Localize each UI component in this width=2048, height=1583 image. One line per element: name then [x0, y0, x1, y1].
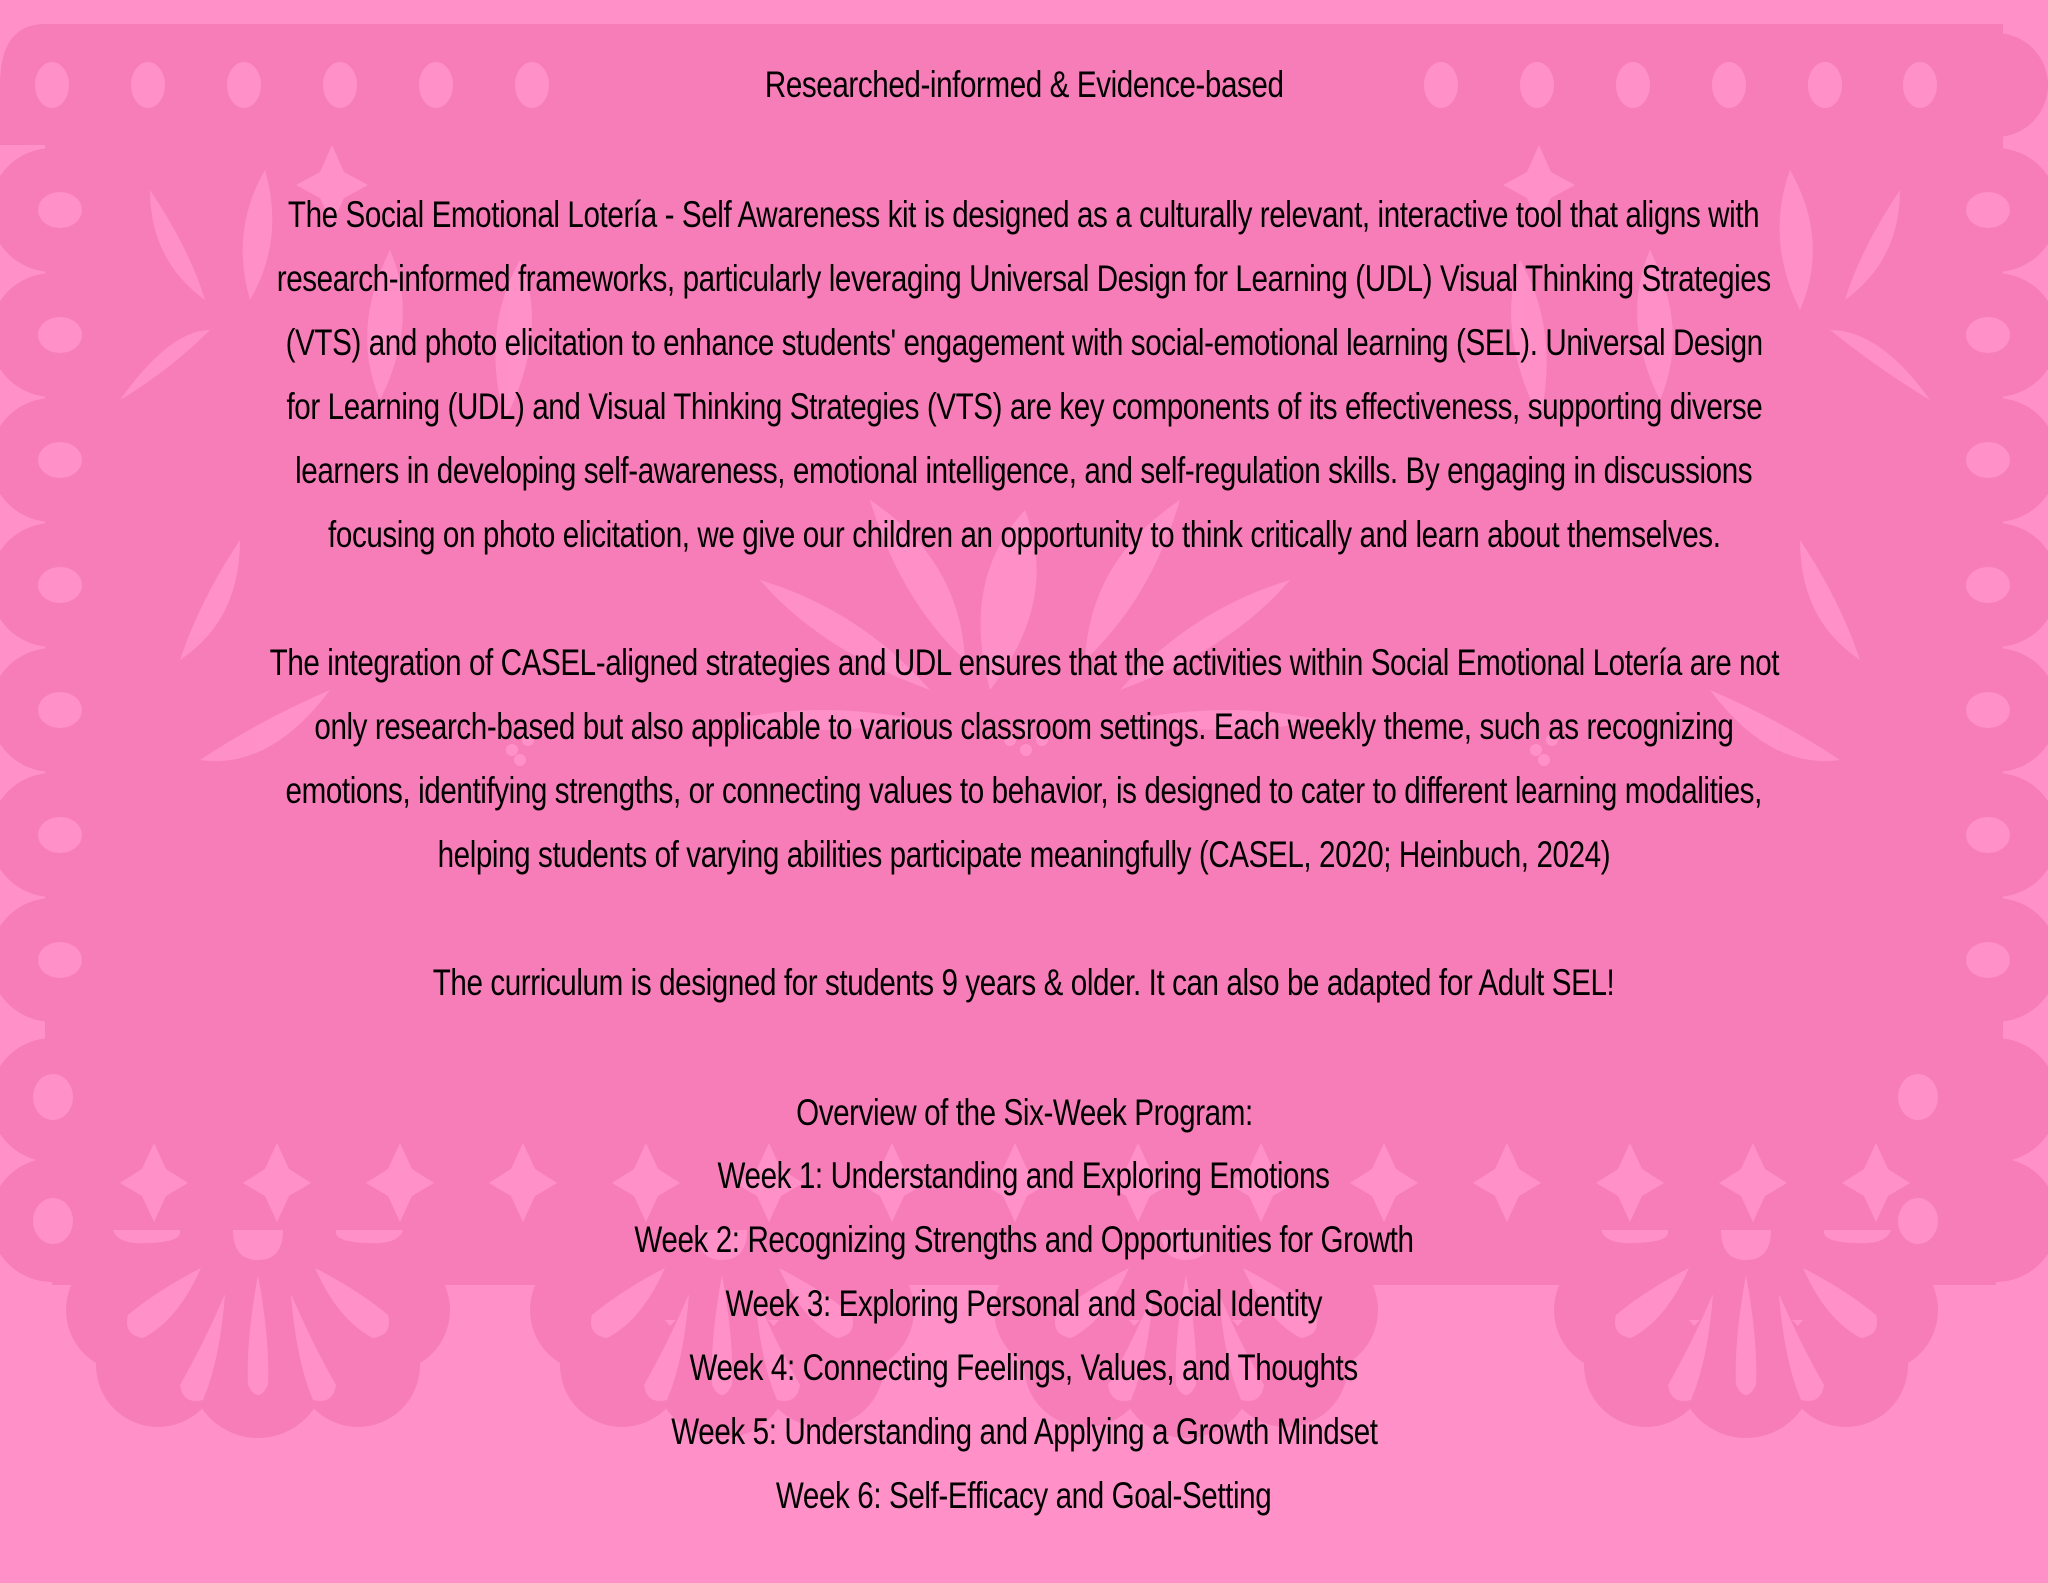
paragraph-line: [0, 384, 2048, 430]
paragraph-line: [0, 256, 2048, 302]
paragraph-line: [0, 704, 2048, 750]
week-item-text: Week 2: Recognizing Strengths and Opportunities for Growth: [634, 1219, 1414, 1260]
heading-text: Researched-informed & Evidence-based: [764, 64, 1284, 105]
week-item-text: Week 5: Understanding and Applying a Growth Mindset: [670, 1411, 1378, 1452]
paragraph-line-text: (VTS) and photo elicitation to enhance students' engagement with social-emotional learning (SEL). Universal Design: [285, 322, 1763, 363]
paragraph-line-text: The Social Emotional Lotería - Self Awareness kit is designed as a culturally relevant, interactive tool that aligns with: [288, 194, 1760, 235]
paragraph-line-text: only research-based but also applicable to various classroom settings. Each weekly theme, such as recognizing: [314, 706, 1734, 747]
week-item: [0, 1409, 2048, 1455]
paragraph-line: [0, 640, 2048, 686]
paragraph-line-text: emotions, identifying strengths, or connecting values to behavior, is designed to cater to different learning modalities,: [285, 770, 1763, 811]
program-title: [0, 1090, 2048, 1136]
paragraph-line: [0, 512, 2048, 558]
week-item: [0, 1153, 2048, 1199]
week-item: [0, 1473, 2048, 1519]
week-item: [0, 1217, 2048, 1263]
paragraph-line: [0, 832, 2048, 878]
paragraph-line: [0, 192, 2048, 238]
week-item-text: Week 6: Self-Efficacy and Goal-Setting: [776, 1475, 1272, 1516]
paragraph-line: [0, 768, 2048, 814]
week-item: [0, 1281, 2048, 1327]
heading: [0, 62, 2048, 108]
paragraph-line-text: research-informed frameworks, particularly leveraging Universal Design for Learning (UDL) Visual Thinking Strategies: [276, 258, 1772, 299]
paragraph-line-text: focusing on photo elicitation, we give our children an opportunity to think critically and learn about themselves.: [327, 514, 1721, 555]
audience-note: [0, 960, 2048, 1006]
program-title-text: Overview of the Six-Week Program:: [795, 1092, 1253, 1133]
paragraph-line-text: for Learning (UDL) and Visual Thinking Strategies (VTS) are key components of its effectiveness, supporting diverse: [286, 386, 1762, 427]
week-item-text: Week 3: Exploring Personal and Social Identity: [725, 1283, 1323, 1324]
paragraph-line-text: The integration of CASEL-aligned strategies and UDL ensures that the activities within Social Emotional Lotería are not: [269, 642, 1779, 683]
paragraph-line: [0, 448, 2048, 494]
paragraph-line-text: learners in developing self-awareness, emotional intelligence, and self-regulation skills. By engaging in discussions: [295, 450, 1753, 491]
paragraph-line-text: helping students of varying abilities participate meaningfully (CASEL, 2020; Heinbuch, 2024): [437, 834, 1611, 875]
week-item-text: Week 1: Understanding and Exploring Emotions: [717, 1155, 1331, 1196]
week-item: [0, 1345, 2048, 1391]
week-item-text: Week 4: Connecting Feelings, Values, and Thoughts: [689, 1347, 1359, 1388]
paragraph-line: [0, 320, 2048, 366]
audience-note-text: The curriculum is designed for students 9 years & older. It can also be adapted for Adult SEL!: [433, 962, 1615, 1003]
